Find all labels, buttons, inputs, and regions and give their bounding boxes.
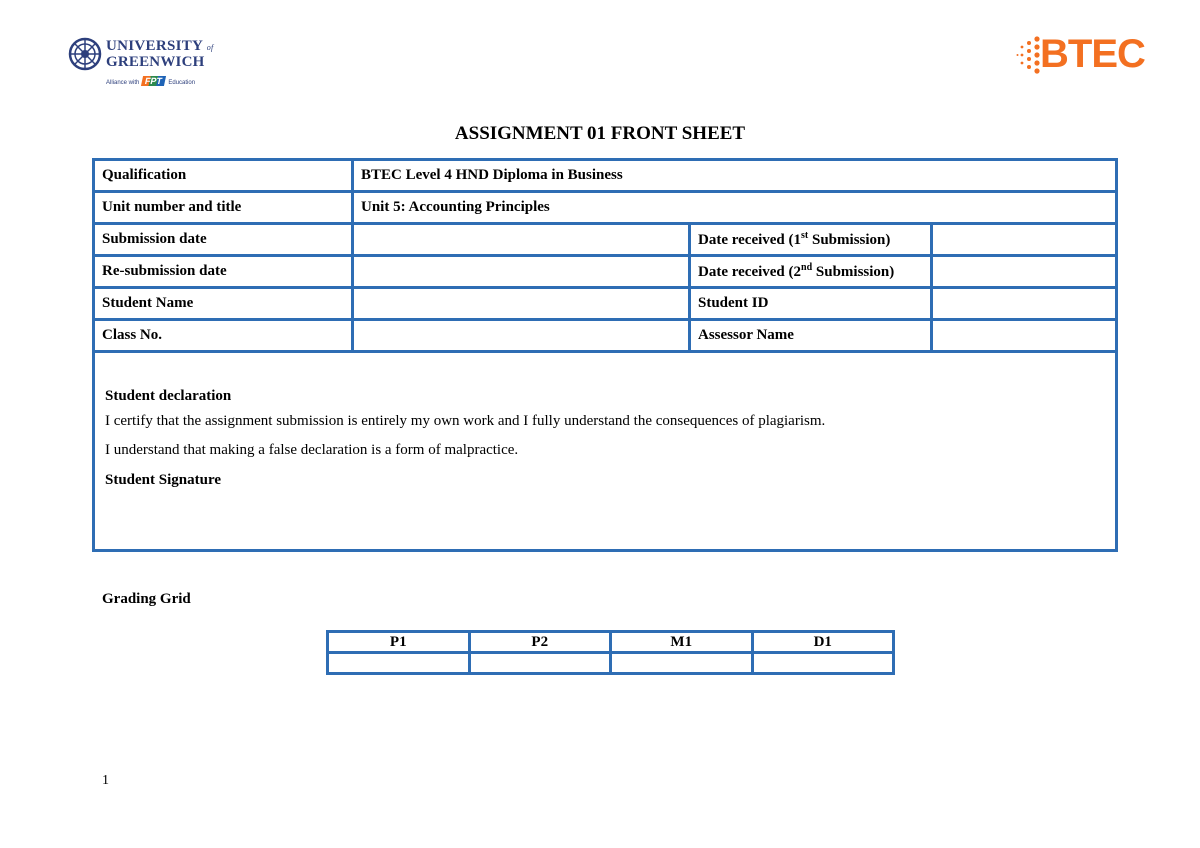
grade-header-p1: P1 xyxy=(328,632,470,653)
date-received-2-label: Date received (2nd Submission) xyxy=(690,256,932,288)
declaration-heading: Student declaration xyxy=(105,388,232,404)
university-logo-line1: UNIVERSITY of xyxy=(106,38,214,54)
table-row xyxy=(328,653,894,674)
declaration-text: I certify that the assignment submission is entirely my own work and I fully understand the consequences of plagiarism. I understand that making a false declaration is a form of malpractice. xyxy=(105,413,826,458)
grade-header-m1: M1 xyxy=(611,632,753,653)
university-logo-line2: GREENWICH xyxy=(106,54,205,70)
table-row xyxy=(94,288,1117,320)
unit-value[interactable]: Unit 5: Accounting Principles xyxy=(353,192,1117,224)
table-row xyxy=(94,224,1117,256)
qualification-value[interactable]: BTEC Level 4 HND Diploma in Business xyxy=(353,160,1117,192)
submission-date-field[interactable] xyxy=(353,224,690,256)
alliance-tagline: Alliance with FPT Education xyxy=(106,76,196,86)
grade-cell-p2[interactable] xyxy=(469,653,611,674)
class-no-field[interactable] xyxy=(353,320,690,352)
university-crest-icon xyxy=(68,37,102,71)
student-signature-label: Student Signature xyxy=(105,472,222,488)
btec-logo xyxy=(1016,32,1148,76)
btec-dots-icon xyxy=(1016,34,1042,74)
student-id-label: Student ID xyxy=(690,288,932,320)
assessor-name-field[interactable] xyxy=(932,320,1117,352)
resubmission-date-label: Re-submission date xyxy=(94,256,353,288)
table-row xyxy=(94,320,1117,352)
grading-grid-table xyxy=(326,630,895,675)
resubmission-date-field[interactable] xyxy=(353,256,690,288)
table-row xyxy=(94,192,1117,224)
unit-label: Unit number and title xyxy=(94,192,353,224)
front-sheet-table xyxy=(92,158,1118,552)
table-row xyxy=(94,160,1117,192)
btec-wordmark: BTEC xyxy=(1040,32,1145,76)
submission-date-label: Submission date xyxy=(94,224,353,256)
table-row xyxy=(328,632,894,653)
student-declaration-box xyxy=(94,352,1117,551)
assessor-name-label: Assessor Name xyxy=(690,320,932,352)
grade-cell-p1[interactable] xyxy=(328,653,470,674)
grade-header-d1: D1 xyxy=(752,632,894,653)
university-of-greenwich-logo xyxy=(68,36,218,90)
grading-grid-label: Grading Grid xyxy=(102,591,191,607)
grade-header-p2: P2 xyxy=(469,632,611,653)
qualification-label: Qualification xyxy=(94,160,353,192)
fpt-logo: FPT xyxy=(141,76,166,86)
table-row xyxy=(94,352,1117,551)
table-row xyxy=(94,256,1117,288)
page-title: ASSIGNMENT 01 FRONT SHEET xyxy=(454,123,746,144)
student-name-field[interactable] xyxy=(353,288,690,320)
date-received-1-field[interactable] xyxy=(932,224,1117,256)
class-no-label: Class No. xyxy=(94,320,353,352)
student-name-label: Student Name xyxy=(94,288,353,320)
student-id-field[interactable] xyxy=(932,288,1117,320)
date-received-2-field[interactable] xyxy=(932,256,1117,288)
grade-cell-d1[interactable] xyxy=(752,653,894,674)
date-received-1-label: Date received (1st Submission) xyxy=(690,224,932,256)
grade-cell-m1[interactable] xyxy=(611,653,753,674)
page-number: 1 xyxy=(102,773,109,788)
